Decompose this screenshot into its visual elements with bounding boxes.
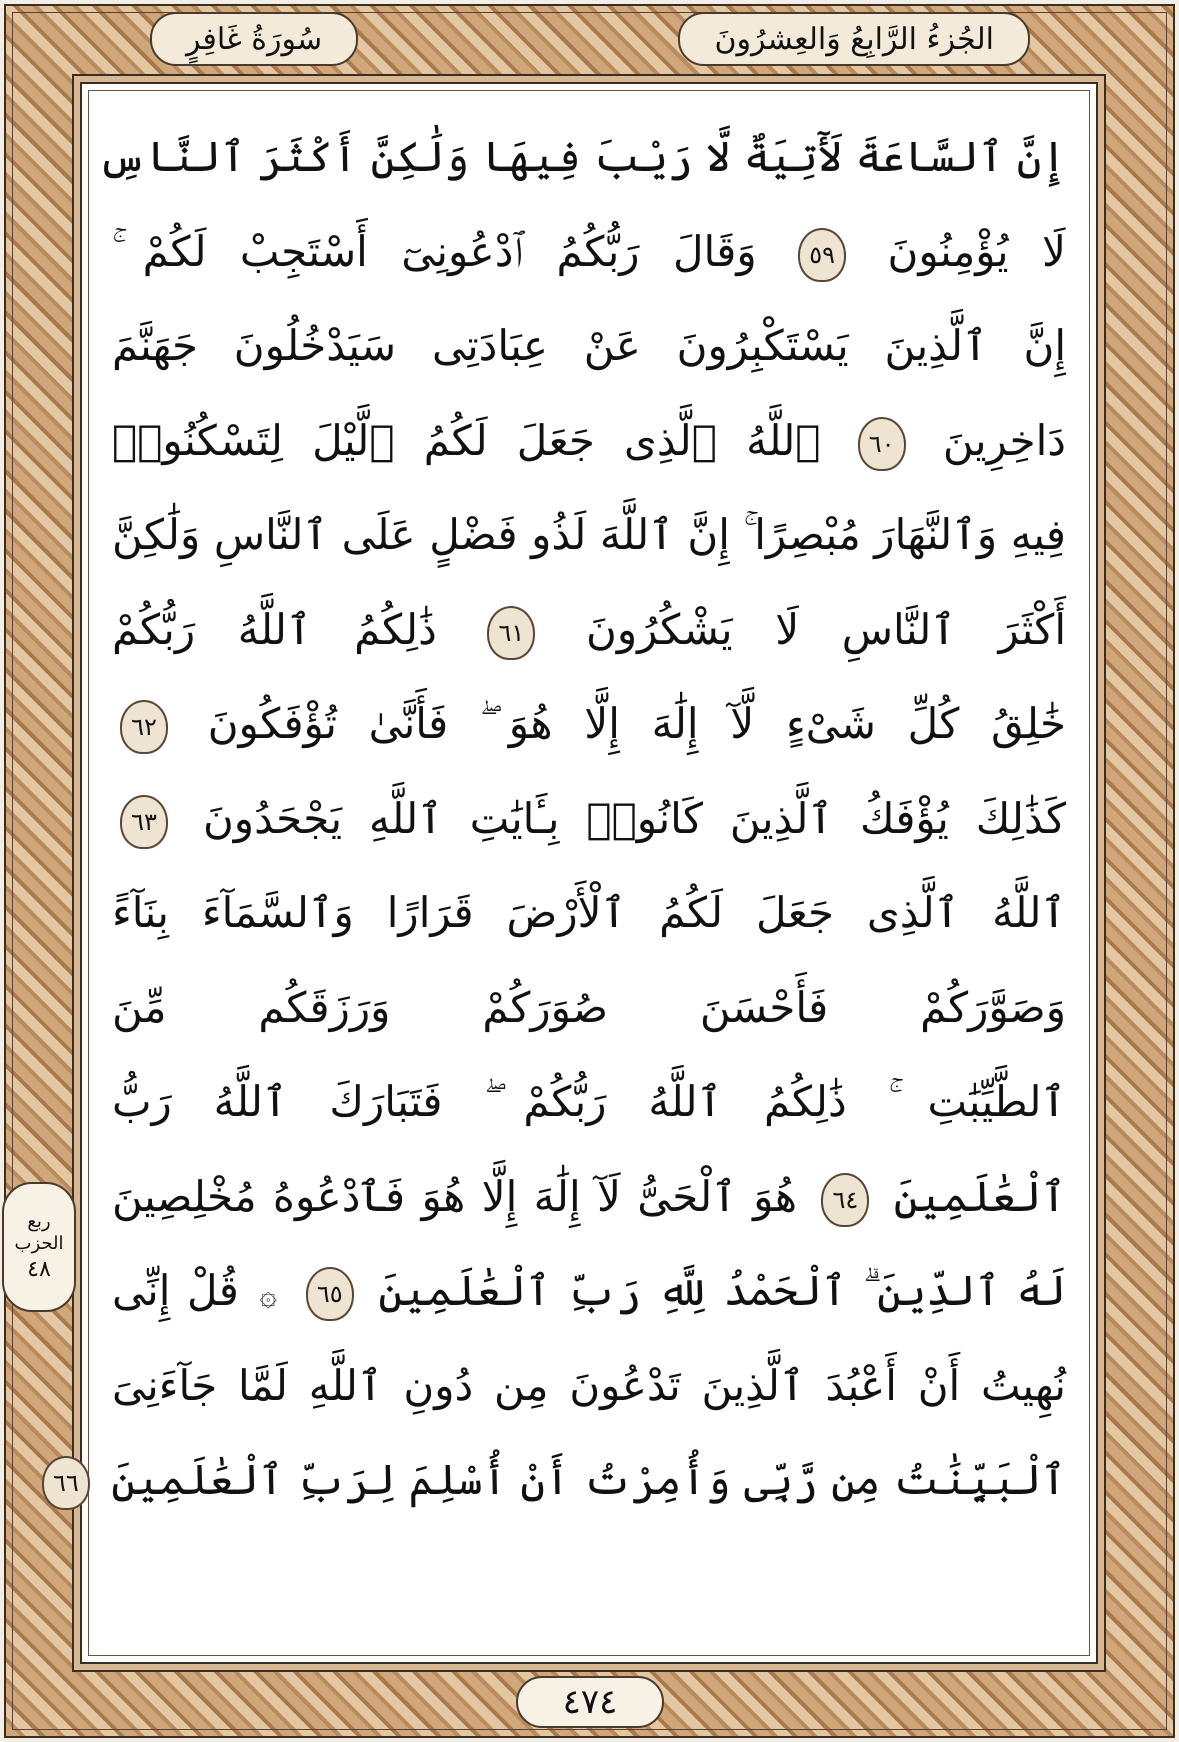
verse-text-segment: إِنَّ ٱلسَّاعَةَ لَأٓتِيَةٌ لَّا رَيْبَ فِيهَا وَلَٰكِنَّ أَكْثَرَ ٱلنَّاسِ xyxy=(97,132,1066,181)
juz-label: الجُزءُ الرَّابِعُ وَالعِشرُونَ xyxy=(678,12,1030,66)
verse-text-segment: فِيهِ وَٱلنَّهَارَ مُبْصِرًا ۚ إِنَّ ٱللَّهَ لَذُو فَضْلٍ عَلَى ٱلنَّاسِ وَلَٰكِنَّ xyxy=(112,510,1066,559)
verse-line xyxy=(112,488,1066,583)
ayah-number-marker: ٥٩ xyxy=(798,228,846,282)
verse-text-segment: قُلْ إِنِّى xyxy=(112,1266,239,1315)
ayah-number-marker: ٦٤ xyxy=(821,1173,869,1227)
verse-line xyxy=(52,1433,1066,1528)
verse-text-segment: ٱلْبَيِّنَٰتُ مِن رَّبِّى وَأُمِرْتُ أَنْ أُسْلِمَ لِرَبِّ ٱلْعَٰلَمِينَ xyxy=(111,1455,1066,1504)
verse-text-segment: ذَٰلِكُمُ ٱللَّهُ رَبُّكُمْ xyxy=(112,604,437,654)
verse-line xyxy=(112,677,1066,772)
verse-text-segment: دَاخِرِينَ xyxy=(942,415,1067,465)
ayah-number-marker: ٦٥ xyxy=(306,1267,354,1321)
verse-text-segment: ٱلطَّيِّبَٰتِ ۚ ذَٰلِكُمُ ٱللَّهُ رَبُّكُمْ ۖ فَتَبَارَكَ ٱللَّهُ رَبُّ xyxy=(112,1077,1066,1126)
verse-line xyxy=(97,110,1066,205)
verse-line xyxy=(112,299,1066,394)
verse-text-segment: نُهِيتُ أَنْ أَعْبُدَ ٱلَّذِينَ تَدْعُونَ مِن دُونِ ٱللَّهِ لَمَّا جَآءَنِىَ xyxy=(112,1360,1066,1410)
verse-text-segment: ٱللَّهُ ٱلَّذِى جَعَلَ لَكُمُ ٱلْأَرْضَ قَرَارًا وَٱلسَّمَآءَ بِنَآءً xyxy=(112,888,1066,937)
verse-line xyxy=(112,961,1066,1056)
verse-line xyxy=(112,394,1066,489)
ayah-number-marker: ٦٦ xyxy=(42,1456,90,1510)
verse-text-segment: وَقَالَ رَبُّكُمُ ٱدْعُونِىٓ أَسْتَجِبْ لَكُمْ ۚ xyxy=(112,226,757,276)
ayah-number-marker: ٦٢ xyxy=(120,700,168,754)
verse-line xyxy=(112,1339,1066,1434)
verse-text-segment: أَكْثَرَ ٱلنَّاسِ لَا يَشْكُرُونَ xyxy=(585,604,1066,654)
ayah-number-marker: ٦١ xyxy=(487,606,535,660)
verse-text-segment: ٱللَّهُ ٱلَّذِى جَعَلَ لَكُمُ ٱلَّيْلَ لِتَسْكُنُوا۟ xyxy=(112,415,821,465)
verse-text-segment: إِنَّ ٱلَّذِينَ يَسْتَكْبِرُونَ عَنْ عِبَادَتِى سَيَدْخُلُونَ جَهَنَّمَ xyxy=(112,321,1066,370)
verse-line xyxy=(112,1244,1066,1339)
verse-line xyxy=(112,1150,1066,1245)
verse-text-segment: لَا يُؤْمِنُونَ xyxy=(887,226,1066,276)
verse-text-segment: لَهُ ٱلدِّينَ ۗ ٱلْحَمْدُ لِلَّهِ رَبِّ ٱلْعَٰلَمِينَ xyxy=(378,1266,1066,1315)
hizb-quarter-label: ربع xyxy=(27,1210,51,1232)
verse-text-segment: خَٰلِقُ كُلِّ شَىْءٍ لَّآ إِلَٰهَ إِلَّا هُوَ ۖ فَأَنَّىٰ تُؤْفَكُونَ xyxy=(207,699,1066,748)
surah-label: سُورَةُ غَافِرٍ xyxy=(150,12,358,66)
hizb-marker xyxy=(2,1182,76,1312)
verse-line xyxy=(112,583,1066,678)
verse-text-segment: وَصَوَّرَكُمْ فَأَحْسَنَ صُوَرَكُمْ وَرَزَقَكُم مِّنَ xyxy=(112,982,1066,1032)
verse-line xyxy=(112,1055,1066,1150)
ayah-number-marker: ٦٠ xyxy=(858,417,906,471)
verse-text-segment: هُوَ ٱلْحَىُّ لَآ إِلَٰهَ إِلَّا هُوَ فَٱدْعُوهُ مُخْلِصِينَ xyxy=(112,1171,797,1221)
page-header xyxy=(150,8,1030,70)
verse-text-segment: ٱلْعَٰلَمِينَ xyxy=(893,1171,1066,1221)
verse-text-segment: كَذَٰلِكَ يُؤْفَكُ ٱلَّذِينَ كَانُوا۟ بِـَٔايَٰتِ ٱللَّهِ يَجْحَدُونَ xyxy=(202,793,1066,843)
rub-el-hizb-icon: ۞ xyxy=(259,1278,278,1313)
hizb-label: الحزب xyxy=(14,1233,64,1255)
verse-line xyxy=(112,772,1066,867)
verse-line xyxy=(112,205,1066,300)
hizb-number: ٤٨ xyxy=(27,1256,51,1282)
ayah-number-marker: ٦٣ xyxy=(120,795,168,849)
verse-text xyxy=(52,110,1067,1640)
page-number: ٤٧٤ xyxy=(516,1676,664,1728)
verse-line xyxy=(112,866,1066,961)
